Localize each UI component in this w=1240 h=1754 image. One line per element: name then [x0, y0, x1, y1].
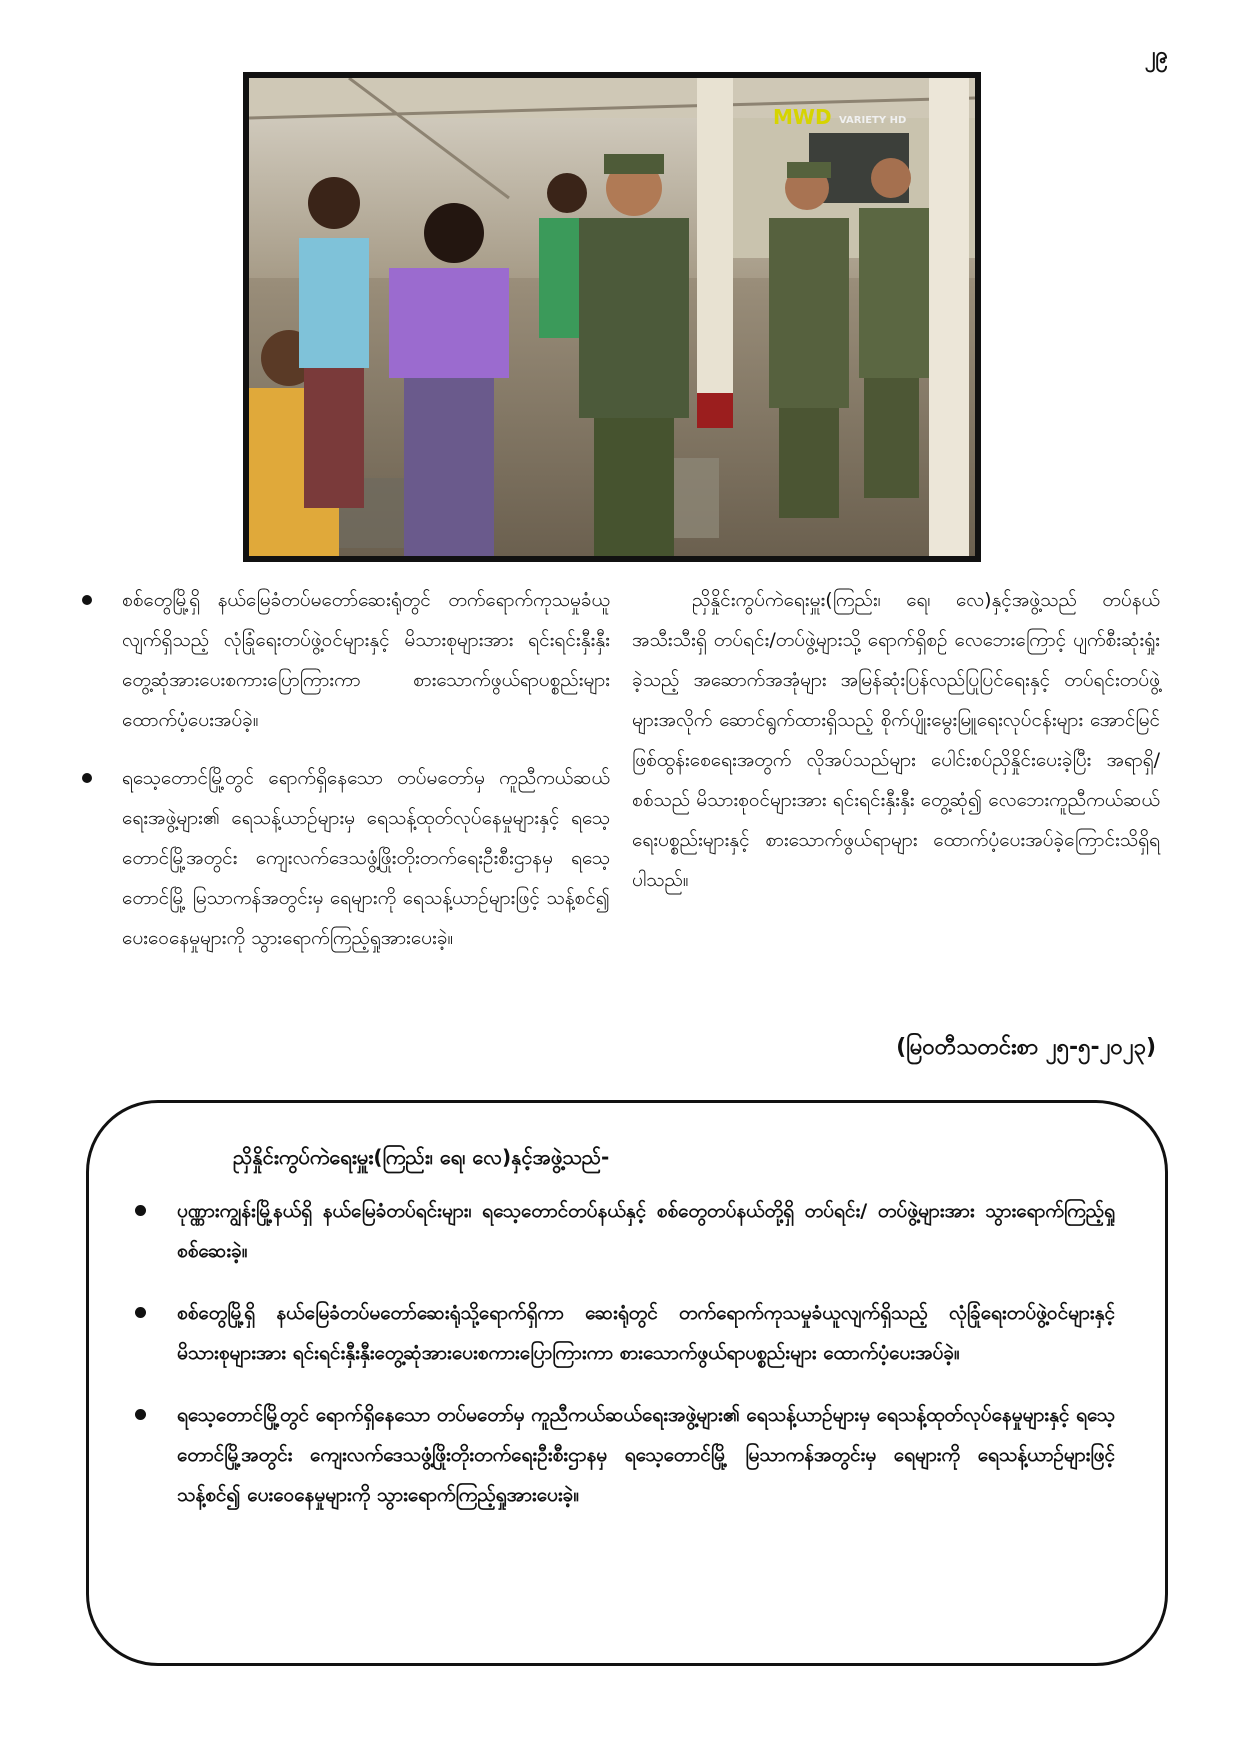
right-column [632, 580, 1160, 900]
source-date-line: (မြဝတီသတင်းစာ ၂၅-၅-၂၀၂၃) [896, 1035, 1156, 1060]
summary-list [123, 1191, 1115, 1515]
left-bullet-item [70, 580, 610, 740]
summary-item-text: ရသေ့တောင်မြို့တွင် ရောက်ရှိနေသော တပ်မတော်မှ ကူညီကယ်ဆယ်ရေးအဖွဲ့များ၏ ရေသန့်ယာဉ်များမှ ရေသန့်ထုတ်လုပ်နေမှုများနှင့် ရသေ့တောင်မြို့အတွင်း ကျေးလက်ဒေသဖွံ့ဖြိုးတိုးတက်ရေးဦးစီးဌာနမှ ရသေ့တောင်မြို့ မြသာကန်အတွင်းမှ ရေများကို ရေသန့်ယာဉ်များဖြင့် သန့်စင်၍ ပေးဝေနေမှုများကို သွားရောက်ကြည့်ရှုအားပေးခဲ့။ [177, 1404, 1115, 1506]
left-bullet-text: ရသေ့တောင်မြို့တွင် ရောက်ရှိနေသော တပ်မတော်မှ ကူညီကယ်ဆယ်ရေးအဖွဲ့များ၏ ရေသန့်ယာဉ်များမှ ရေသန့်ထုတ်လုပ်နေမှုများနှင့် ရသေ့တောင်မြို့အတွင်း ကျေးလက်ဒေသဖွံ့ဖြိုးတိုးတက်ရေးဦးစီးဌာနမှ ရသေ့တောင်မြို့ မြသာကန်အတွင်းမှ ရေများကို ရေသန့်ယာဉ်များဖြင့် သန့်စင်၍ ပေးဝေနေမှုများကို သွားရောက်ကြည့်ရှုအားပေးခဲ့။ [122, 767, 610, 949]
bullet-icon [82, 773, 92, 783]
right-paragraph: ညှိနှိုင်းကွပ်ကဲရေးမှူး(ကြည်း၊ ရေ၊ လေ)နှင့်အဖွဲ့သည် တပ်နယ်အသီးသီးရှိ တပ်ရင်း/တပ်ဖွဲ့များသို့ ရောက်ရှိစဉ် လေဘေးကြောင့် ပျက်စီးဆုံးရှုံးခဲ့သည့် အဆောက်အအုံများ အမြန်ဆုံးပြန်လည်ပြုပြင်ရေးနှင့် တပ်ရင်းတပ်ဖွဲ့များအလိုက် ဆောင်ရွက်ထားရှိသည့် စိုက်ပျိုးမွေးမြူရေးလုပ်ငန်းများ အောင်မြင်ဖြစ်ထွန်းစေရေးအတွက် လိုအပ်သည်များ ပေါင်းစပ်ညှိနှိုင်းပေးခဲ့ပြီး အရာရှိ/စစ်သည် မိသားစုဝင်များအား ရင်းရင်းနှီးနှီး တွေ့ဆုံ၍ လေဘေးကူညီကယ်ဆယ်ရေးပစ္စည်းများနှင့် စားသောက်ဖွယ်ရာများ ထောက်ပံ့ပေးအပ်ခဲ့ကြောင်းသိရှိရပါသည်။ [632, 589, 1160, 891]
left-bullet-list [70, 580, 610, 958]
bullet-icon [135, 1205, 146, 1216]
left-column [70, 580, 610, 976]
summary-item-text: စစ်တွေမြို့ရှိ နယ်မြေခံတပ်မတော်ဆေးရုံသို့ရောက်ရှိကာ ဆေးရုံတွင် တက်ရောက်ကုသမှုခံယူလျက်ရှိသည့် လုံခြုံရေးတပ်ဖွဲ့ဝင်များနှင့် မိသားစုများအား ရင်းရင်းနှီးနှီးတွေ့ဆုံအားပေးစကားပြောကြားကာ စားသောက်ဖွယ်ရာပစ္စည်းများ ထောက်ပံ့ပေးအပ်ခဲ့။ [177, 1302, 1115, 1364]
summary-heading: ညှိနှိုင်းကွပ်ကဲရေးမှူး(ကြည်း၊ ရေ၊ လေ)နှင့်အဖွဲ့သည်- [233, 1145, 610, 1169]
summary-item [123, 1191, 1115, 1271]
bullet-icon [135, 1409, 146, 1420]
svg-text:MWD: MWD [773, 105, 832, 129]
page-number: ၂၉ [1144, 43, 1168, 68]
summary-item [123, 1395, 1115, 1515]
left-bullet-item [70, 758, 610, 958]
summary-box [86, 1100, 1168, 1666]
bullet-icon [135, 1307, 146, 1318]
officers-greeting-photo [243, 72, 981, 562]
summary-item-text: ပုဏ္ဏားကျွန်းမြို့နယ်ရှိ နယ်မြေခံတပ်ရင်းများ၊ ရသေ့တောင်တပ်နယ်နှင့် စစ်တွေတပ်နယ်တို့ရှိ တပ်ရင်း/ တပ်ဖွဲ့များအား သွားရောက်ကြည့်ရှုစစ်ဆေးခဲ့။ [177, 1200, 1115, 1262]
photo-illustration [249, 78, 975, 556]
bullet-icon [82, 595, 92, 605]
svg-text:VARIETY HD: VARIETY HD [839, 115, 907, 126]
summary-item [123, 1293, 1115, 1373]
left-bullet-text: စစ်တွေမြို့ရှိ နယ်မြေခံတပ်မတော်ဆေးရုံတွင် တက်ရောက်ကုသမှုခံယူလျက်ရှိသည့် လုံခြုံရေးတပ်ဖွဲ့ဝင်များနှင့် မိသားစုများအား ရင်းရင်းနှီးနှီး တွေ့ဆုံအားပေးစကားပြောကြားကာ စားသောက်ဖွယ်ရာပစ္စည်းများ ထောက်ပံ့ပေးအပ်ခဲ့။ [122, 589, 610, 731]
